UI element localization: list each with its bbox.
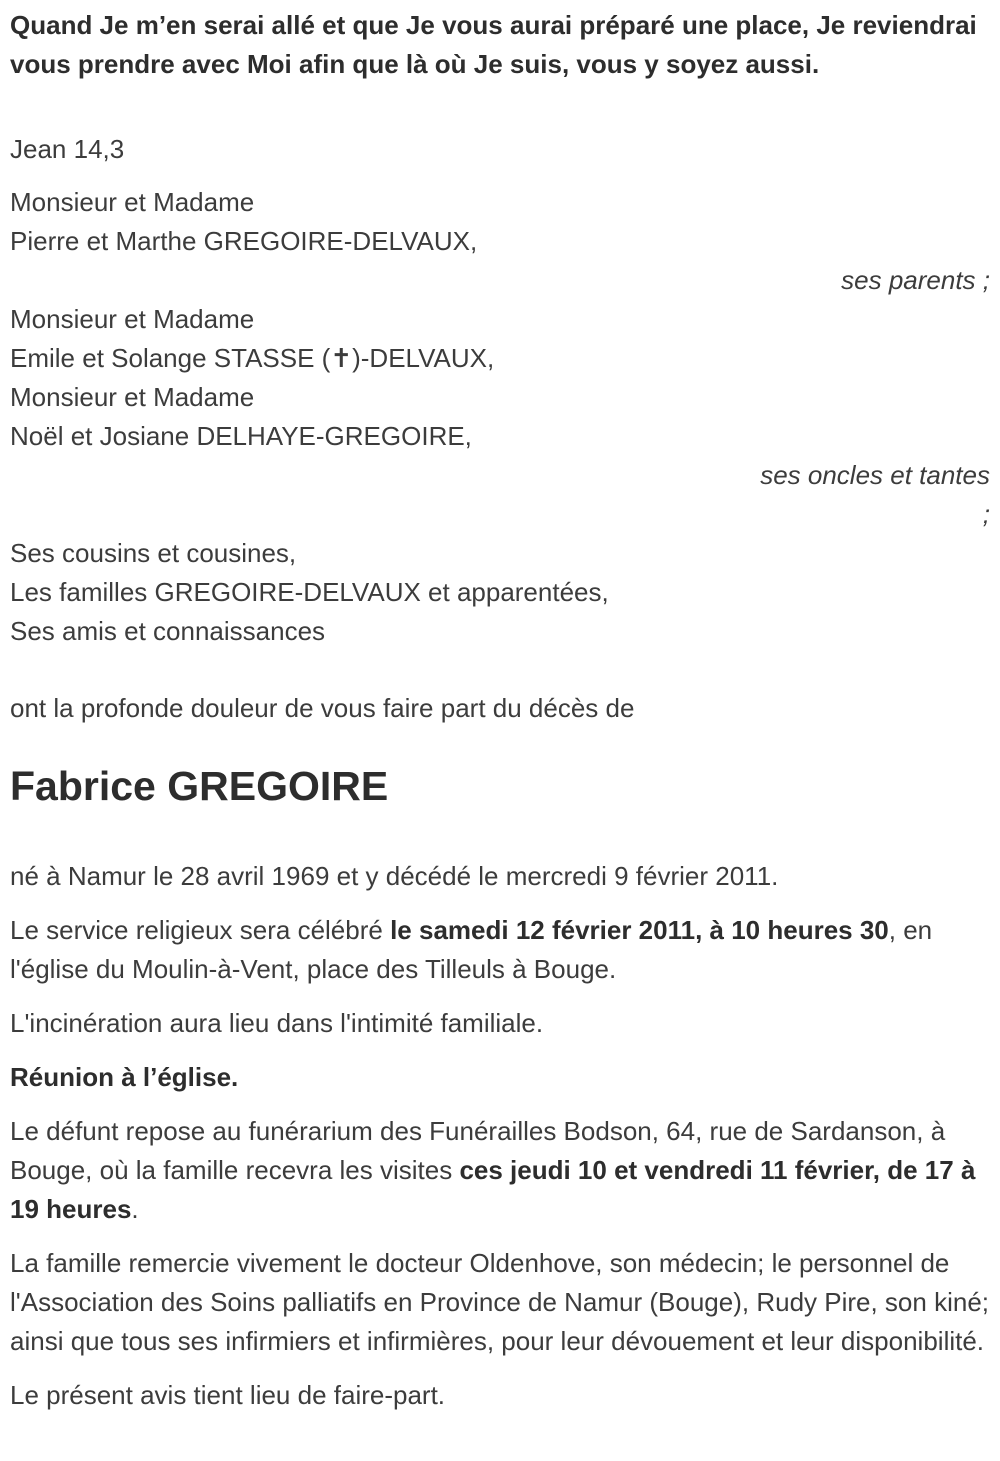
family-member-line: Pierre et Marthe GREGOIRE-DELVAUX,: [10, 226, 478, 256]
attribution-uncles: ses oncles et tantes: [760, 460, 990, 490]
meeting-info: Réunion à l’église.: [10, 1062, 239, 1093]
mourners-line: Ses cousins et cousines,: [10, 538, 297, 568]
service-text-post: , en l'église du Moulin-à-Vent, place des Tilleuls à Bouge.: [10, 915, 933, 985]
family-member-line: Monsieur et Madame: [10, 304, 255, 334]
visitation-details: [10, 1112, 990, 1229]
service-details: [10, 911, 990, 989]
deceased-name: Fabrice GREGOIRE: [10, 763, 389, 809]
family-section: [10, 183, 990, 651]
announcement-text: ont la profonde douleur de vous faire part du décès de: [10, 693, 635, 723]
family-member-line: Monsieur et Madame: [10, 382, 255, 412]
visitation-text-pre: Le défunt repose au funérarium des Funérailles Bodson, 64, rue de Sardanson, à Bouge, où la famille recevra les visites: [10, 1116, 946, 1186]
closing-text: Le présent avis tient lieu de faire-part.: [10, 1380, 446, 1411]
scripture-quote: Quand Je m’en serai allé et que Je vous aurai préparé une place, Je reviendrai vous prendre avec Moi afin que là où Je suis, vous y soyez aussi.: [10, 10, 977, 79]
attribution-uncles-punctuation: ;: [982, 499, 990, 529]
birth-death-info: né à Namur le 28 avril 1969 et y décédé le mercredi 9 février 2011.: [10, 861, 779, 892]
scripture-reference: Jean 14,3: [10, 134, 125, 164]
family-member-line: Emile et Solange STASSE (✝)-DELVAUX,: [10, 343, 495, 373]
thanks-text: La famille remercie vivement le docteur Oldenhove, son médecin; le personnel de l'Association des Soins palliatifs en Province de Namur (Bouge), Rudy Pire, son kiné; ainsi que tous ses infirmiers et infirmières, pour leur dévouement et leur disponibilité.: [10, 1248, 989, 1357]
attribution-parents: ses parents ;: [841, 265, 990, 295]
visitation-text-bold: ces jeudi 10 et vendredi 11 février, de 17 à 19 heures: [10, 1155, 976, 1225]
visitation-text-post: .: [131, 1194, 139, 1225]
service-text-bold: le samedi 12 février 2011, à 10 heures 30: [390, 915, 889, 946]
mourners-line: Les familles GREGOIRE-DELVAUX et apparentées,: [10, 577, 609, 607]
mourners-line: Ses amis et connaissances: [10, 616, 326, 646]
cremation-info: L'incinération aura lieu dans l'intimité familiale.: [10, 1008, 544, 1039]
family-member-line: Monsieur et Madame: [10, 187, 255, 217]
service-text-pre: Le service religieux sera célébré: [10, 915, 391, 946]
family-member-line: Noël et Josiane DELHAYE-GREGOIRE,: [10, 421, 472, 451]
death-notice: [10, 6, 990, 1415]
